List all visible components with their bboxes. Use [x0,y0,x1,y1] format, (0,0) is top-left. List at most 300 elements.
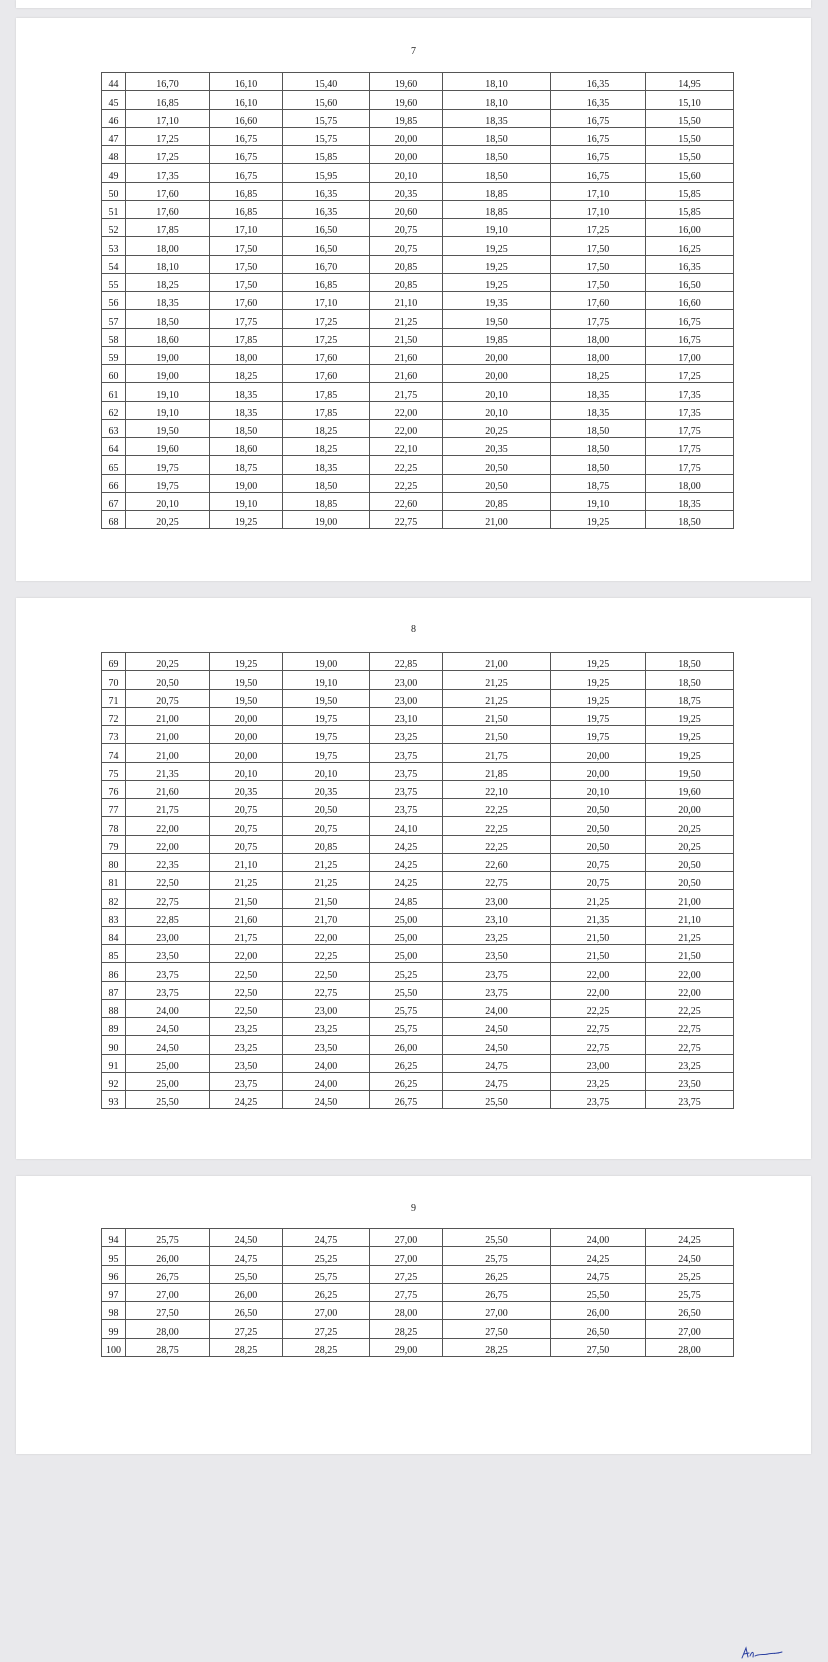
row-index-cell: 89 [102,1018,126,1036]
value-cell: 20,10 [283,762,370,780]
value-cell: 17,75 [646,419,734,437]
row-index-cell: 81 [102,872,126,890]
value-cell: 17,35 [646,401,734,419]
value-cell: 19,00 [210,474,283,492]
value-cell: 19,10 [126,383,210,401]
value-cell: 18,35 [551,383,646,401]
value-cell: 25,50 [443,1091,551,1109]
value-cell: 25,75 [370,1018,443,1036]
table-row [102,1265,734,1283]
handwritten-signature [738,1642,786,1662]
value-cell: 20,00 [370,146,443,164]
value-cell: 23,00 [283,999,370,1017]
value-cell: 20,50 [126,671,210,689]
value-cell: 25,50 [126,1091,210,1109]
value-cell: 25,25 [646,1265,734,1283]
document-page-9 [16,1176,811,1454]
value-cell: 23,00 [551,1054,646,1072]
value-cell: 17,10 [283,292,370,310]
value-cell: 19,00 [283,653,370,671]
value-cell: 22,75 [646,1018,734,1036]
row-index-cell: 86 [102,963,126,981]
value-cell: 24,00 [283,1072,370,1090]
value-cell: 15,40 [283,73,370,91]
value-cell: 21,75 [126,799,210,817]
value-cell: 20,50 [443,456,551,474]
value-cell: 22,75 [443,872,551,890]
value-cell: 23,50 [210,1054,283,1072]
row-index-cell: 94 [102,1229,126,1247]
value-cell: 20,50 [551,835,646,853]
row-index-cell: 51 [102,200,126,218]
value-cell: 22,25 [370,474,443,492]
value-cell: 21,25 [283,872,370,890]
value-cell: 17,85 [210,328,283,346]
value-cell: 19,00 [126,346,210,364]
value-cell: 23,10 [370,707,443,725]
value-cell: 23,25 [283,1018,370,1036]
value-cell: 24,85 [370,890,443,908]
value-cell: 20,10 [443,401,551,419]
table-row [102,1247,734,1265]
value-cell: 18,10 [126,255,210,273]
value-cell: 23,25 [443,926,551,944]
value-cell: 16,75 [210,127,283,145]
row-index-cell: 90 [102,1036,126,1054]
value-cell: 25,00 [370,945,443,963]
value-cell: 23,75 [126,981,210,999]
table-row [102,890,734,908]
value-cell: 22,35 [126,853,210,871]
value-cell: 20,50 [443,474,551,492]
row-index-cell: 64 [102,438,126,456]
value-cell: 20,10 [551,780,646,798]
value-cell: 15,50 [646,109,734,127]
table-row [102,689,734,707]
row-index-cell: 88 [102,999,126,1017]
value-cell: 19,25 [443,237,551,255]
value-cell: 17,60 [126,182,210,200]
previous-page-edge [16,0,811,8]
value-cell: 15,75 [283,109,370,127]
value-cell: 17,50 [210,273,283,291]
value-cell: 18,25 [210,365,283,383]
value-cell: 20,50 [551,817,646,835]
value-cell: 20,35 [370,182,443,200]
table-row [102,999,734,1017]
value-cell: 22,50 [126,872,210,890]
value-cell: 18,35 [210,383,283,401]
value-cell: 21,00 [126,744,210,762]
value-cell: 21,60 [370,365,443,383]
value-cell: 25,75 [370,999,443,1017]
value-cell: 23,00 [370,671,443,689]
table-row [102,310,734,328]
value-cell: 20,00 [370,127,443,145]
row-index-cell: 82 [102,890,126,908]
value-cell: 26,50 [551,1320,646,1338]
row-index-cell: 78 [102,817,126,835]
value-cell: 26,75 [126,1265,210,1283]
table-row [102,438,734,456]
value-cell: 18,50 [646,653,734,671]
value-cell: 18,50 [551,419,646,437]
value-cell: 19,00 [283,511,370,529]
value-cell: 17,75 [646,438,734,456]
value-cell: 15,85 [283,146,370,164]
value-cell: 16,85 [126,91,210,109]
value-cell: 24,75 [551,1265,646,1283]
row-index-cell: 57 [102,310,126,328]
table-row [102,456,734,474]
value-cell: 20,50 [646,853,734,871]
value-cell: 20,35 [210,780,283,798]
value-cell: 21,75 [210,926,283,944]
value-cell: 20,10 [370,164,443,182]
value-cell: 23,75 [370,744,443,762]
value-cell: 17,85 [126,219,210,237]
row-index-cell: 65 [102,456,126,474]
value-cell: 22,75 [370,511,443,529]
document-page-8 [16,598,811,1159]
table-row [102,981,734,999]
value-cell: 19,25 [646,744,734,762]
value-cell: 28,25 [443,1338,551,1356]
value-cell: 16,70 [126,73,210,91]
value-cell: 22,25 [443,817,551,835]
table-row [102,1283,734,1301]
value-cell: 17,25 [283,328,370,346]
value-cell: 19,50 [210,689,283,707]
value-cell: 23,25 [210,1036,283,1054]
value-cell: 21,50 [443,707,551,725]
value-cell: 27,00 [126,1283,210,1301]
row-index-cell: 83 [102,908,126,926]
row-index-cell: 99 [102,1320,126,1338]
value-cell: 20,25 [646,817,734,835]
value-cell: 18,50 [126,310,210,328]
value-cell: 20,00 [443,346,551,364]
table-row [102,853,734,871]
value-cell: 25,50 [551,1283,646,1301]
table-row [102,671,734,689]
value-cell: 23,75 [443,981,551,999]
value-cell: 24,10 [370,817,443,835]
value-cell: 17,10 [126,109,210,127]
value-cell: 18,50 [646,671,734,689]
value-cell: 23,75 [370,762,443,780]
value-cell: 21,75 [370,383,443,401]
value-cell: 20,75 [210,817,283,835]
value-cell: 21,25 [646,926,734,944]
value-cell: 20,35 [283,780,370,798]
row-index-cell: 77 [102,799,126,817]
value-cell: 21,00 [443,653,551,671]
value-cell: 16,85 [283,273,370,291]
row-index-cell: 62 [102,401,126,419]
value-cell: 18,85 [443,182,551,200]
value-cell: 18,25 [283,438,370,456]
value-cell: 23,50 [646,1072,734,1090]
value-cell: 21,10 [646,908,734,926]
value-cell: 19,00 [126,365,210,383]
value-cell: 24,75 [443,1072,551,1090]
data-table [101,1228,734,1357]
value-cell: 15,75 [283,127,370,145]
value-cell: 17,10 [551,200,646,218]
value-cell: 20,00 [443,365,551,383]
value-cell: 28,75 [126,1338,210,1356]
value-cell: 20,75 [210,835,283,853]
value-cell: 27,25 [210,1320,283,1338]
row-index-cell: 56 [102,292,126,310]
value-cell: 19,50 [646,762,734,780]
row-index-cell: 96 [102,1265,126,1283]
value-cell: 20,50 [646,872,734,890]
table-row [102,1229,734,1247]
value-cell: 28,00 [370,1302,443,1320]
value-cell: 24,50 [443,1036,551,1054]
row-index-cell: 67 [102,492,126,510]
value-cell: 18,35 [210,401,283,419]
value-cell: 16,25 [646,237,734,255]
table-row [102,182,734,200]
value-cell: 21,10 [370,292,443,310]
value-cell: 19,75 [283,744,370,762]
value-cell: 16,10 [210,73,283,91]
value-cell: 17,00 [646,346,734,364]
table-row [102,164,734,182]
value-cell: 20,10 [210,762,283,780]
value-cell: 18,10 [443,91,551,109]
value-cell: 23,00 [443,890,551,908]
value-cell: 21,25 [443,689,551,707]
value-cell: 18,00 [551,328,646,346]
table-row [102,744,734,762]
table-row [102,963,734,981]
row-index-cell: 66 [102,474,126,492]
value-cell: 18,50 [443,164,551,182]
value-cell: 22,75 [551,1018,646,1036]
value-cell: 23,50 [443,945,551,963]
value-cell: 26,50 [646,1302,734,1320]
value-cell: 25,25 [283,1247,370,1265]
table-row [102,1036,734,1054]
table-row [102,511,734,529]
row-index-cell: 63 [102,419,126,437]
value-cell: 19,25 [443,273,551,291]
value-cell: 18,50 [210,419,283,437]
value-cell: 23,75 [443,963,551,981]
value-cell: 19,25 [551,511,646,529]
value-cell: 16,75 [551,146,646,164]
value-cell: 23,25 [646,1054,734,1072]
value-cell: 19,60 [646,780,734,798]
value-cell: 18,60 [126,328,210,346]
value-cell: 25,00 [126,1072,210,1090]
table-row [102,127,734,145]
value-cell: 20,85 [370,255,443,273]
table-row [102,255,734,273]
table-row [102,292,734,310]
value-cell: 22,00 [283,926,370,944]
value-cell: 18,35 [551,401,646,419]
value-cell: 17,25 [126,146,210,164]
row-index-cell: 72 [102,707,126,725]
value-cell: 19,10 [551,492,646,510]
value-cell: 22,75 [551,1036,646,1054]
value-cell: 19,60 [126,438,210,456]
row-index-cell: 87 [102,981,126,999]
data-table [101,652,734,1109]
value-cell: 16,75 [646,310,734,328]
value-cell: 27,25 [283,1320,370,1338]
value-cell: 23,75 [551,1091,646,1109]
value-cell: 19,25 [443,255,551,273]
value-cell: 22,25 [551,999,646,1017]
table-row [102,1091,734,1109]
value-cell: 18,25 [126,273,210,291]
value-cell: 18,85 [443,200,551,218]
value-cell: 24,00 [283,1054,370,1072]
value-cell: 20,10 [126,492,210,510]
value-cell: 27,50 [551,1338,646,1356]
table-row [102,926,734,944]
value-cell: 26,25 [443,1265,551,1283]
value-cell: 19,35 [443,292,551,310]
table-row [102,273,734,291]
value-cell: 16,75 [646,328,734,346]
table-row [102,799,734,817]
value-cell: 19,75 [551,726,646,744]
value-cell: 21,60 [210,908,283,926]
table-row [102,365,734,383]
value-cell: 16,85 [210,182,283,200]
row-index-cell: 60 [102,365,126,383]
value-cell: 27,75 [370,1283,443,1301]
value-cell: 17,50 [210,237,283,255]
table-row [102,1018,734,1036]
table-row [102,146,734,164]
value-cell: 26,25 [283,1283,370,1301]
table-row [102,1320,734,1338]
value-cell: 21,50 [551,926,646,944]
row-index-cell: 76 [102,780,126,798]
value-cell: 20,00 [210,707,283,725]
value-cell: 18,00 [551,346,646,364]
value-cell: 19,75 [126,474,210,492]
value-cell: 28,25 [283,1338,370,1356]
value-cell: 16,00 [646,219,734,237]
value-cell: 19,75 [283,707,370,725]
value-cell: 18,50 [283,474,370,492]
table-row [102,328,734,346]
value-cell: 21,00 [443,511,551,529]
value-cell: 15,60 [283,91,370,109]
value-cell: 25,00 [126,1054,210,1072]
value-cell: 24,50 [283,1091,370,1109]
value-cell: 25,00 [370,926,443,944]
value-cell: 23,10 [443,908,551,926]
value-cell: 22,25 [443,835,551,853]
value-cell: 26,00 [126,1247,210,1265]
value-cell: 17,50 [551,237,646,255]
value-cell: 22,25 [370,456,443,474]
value-cell: 29,00 [370,1338,443,1356]
value-cell: 16,75 [551,127,646,145]
value-cell: 25,75 [126,1229,210,1247]
row-index-cell: 50 [102,182,126,200]
value-cell: 18,60 [210,438,283,456]
value-cell: 20,75 [283,817,370,835]
value-cell: 22,00 [126,817,210,835]
value-cell: 19,75 [283,726,370,744]
value-cell: 20,25 [126,511,210,529]
value-cell: 18,35 [443,109,551,127]
table-row [102,945,734,963]
value-cell: 24,25 [370,872,443,890]
row-index-cell: 95 [102,1247,126,1265]
value-cell: 18,35 [646,492,734,510]
value-cell: 16,50 [646,273,734,291]
table-row [102,73,734,91]
value-cell: 27,00 [370,1247,443,1265]
value-cell: 24,50 [210,1229,283,1247]
value-cell: 22,10 [370,438,443,456]
table-row [102,707,734,725]
value-cell: 22,00 [646,963,734,981]
value-cell: 20,00 [551,744,646,762]
value-cell: 19,25 [551,689,646,707]
value-cell: 16,75 [551,109,646,127]
value-cell: 23,25 [551,1072,646,1090]
table-row [102,474,734,492]
value-cell: 22,85 [126,908,210,926]
value-cell: 23,75 [126,963,210,981]
value-cell: 15,60 [646,164,734,182]
row-index-cell: 69 [102,653,126,671]
value-cell: 19,25 [646,707,734,725]
row-index-cell: 75 [102,762,126,780]
value-cell: 18,00 [210,346,283,364]
value-cell: 23,50 [283,1036,370,1054]
row-index-cell: 59 [102,346,126,364]
row-index-cell: 74 [102,744,126,762]
value-cell: 20,00 [210,744,283,762]
value-cell: 17,25 [646,365,734,383]
value-cell: 19,75 [126,456,210,474]
value-cell: 20,75 [126,689,210,707]
table-row [102,492,734,510]
value-cell: 24,50 [126,1018,210,1036]
value-cell: 18,10 [443,73,551,91]
value-cell: 21,00 [646,890,734,908]
value-cell: 16,75 [210,164,283,182]
value-cell: 21,75 [443,744,551,762]
value-cell: 19,10 [283,671,370,689]
value-cell: 17,50 [210,255,283,273]
value-cell: 20,25 [646,835,734,853]
value-cell: 17,60 [551,292,646,310]
value-cell: 21,25 [443,671,551,689]
value-cell: 21,50 [210,890,283,908]
value-cell: 25,50 [210,1265,283,1283]
value-cell: 17,85 [283,401,370,419]
value-cell: 23,00 [126,926,210,944]
value-cell: 16,50 [283,237,370,255]
value-cell: 24,25 [370,853,443,871]
table-row [102,762,734,780]
